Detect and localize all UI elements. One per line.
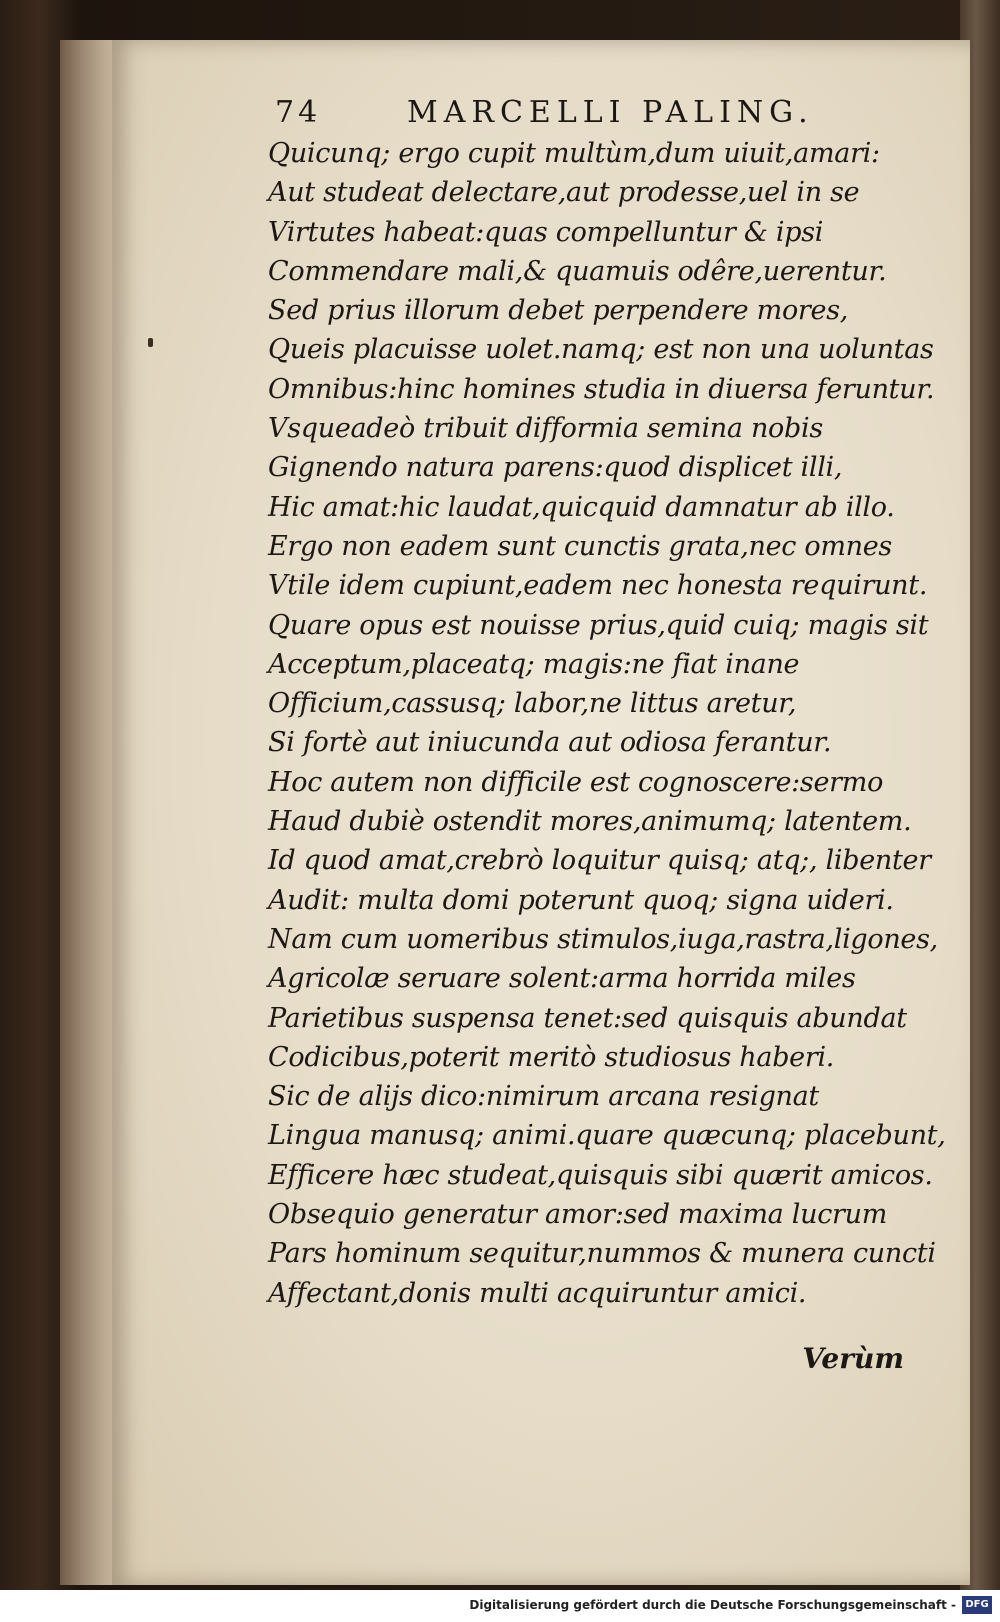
verse-line: Affectant,donis multi acquiruntur amici. — [268, 1277, 807, 1309]
verse-line: Efficere hæc studeat,quisquis sibi quærit amicos. — [268, 1159, 933, 1191]
margin-mark — [148, 338, 153, 347]
verse-line: Sic de alijs dico:nimirum arcana resignat — [268, 1081, 819, 1113]
verse-line: Lingua manusq; animi.quare quæcunq; placebunt, — [268, 1120, 946, 1152]
verse-line: Pars hominum sequitur,nummos & munera cuncti — [268, 1238, 936, 1270]
verse-line: Parietibus suspensa tenet:sed quisquis abundat — [268, 1002, 907, 1034]
verse-line: Omnibus:hinc homines studia in diuersa feruntur. — [268, 373, 935, 405]
verse-line: Aut studeat delectare,aut prodesse,uel in se — [268, 177, 860, 209]
verse-block — [268, 134, 946, 1313]
verse-line: Obsequio generatur amor:sed maxima lucrum — [268, 1199, 888, 1231]
verse-line: Hic amat:hic laudat,quicquid damnatur ab illo. — [268, 491, 895, 523]
verse-line: Officium,cassusq; labor,ne littus aretur, — [268, 688, 797, 720]
dfg-logo: DFG — [962, 1596, 992, 1614]
verse-line: Vtile idem cupiunt,eadem nec honesta requirunt. — [268, 570, 928, 602]
verse-line: Commendare mali,& quamuis odêre,uerentur. — [268, 255, 887, 287]
verse-line: Virtutes habeat:quas compelluntur & ipsi — [268, 216, 824, 248]
verse-line: Vsqueadeò tribuit difformia semina nobis — [268, 413, 823, 445]
running-title: MARCELLI PALING. — [407, 95, 814, 130]
funding-credit: Digitalisierung gefördert durch die Deutsche Forschungsgemeinschaft - — [469, 1598, 956, 1612]
verse-line: Quicunq; ergo cupit multùm,dum uiuit,amari: — [268, 138, 880, 169]
verse-line: Audit: multa domi poterunt quoq; signa uideri. — [268, 884, 894, 916]
verse-line: Sed prius illorum debet perpendere mores, — [268, 295, 849, 327]
verse-line: Ergo non eadem sunt cunctis grata,nec omnes — [268, 530, 892, 562]
digitization-footer — [0, 1590, 1000, 1622]
page-number: 74 — [275, 95, 322, 130]
verse-line: Quare opus est nouisse prius,quid cuiq; magis sit — [268, 609, 929, 641]
verse-line: Codicibus,poterit meritò studiosus haberi. — [268, 1041, 835, 1073]
verse-line: Haud dubiè ostendit mores,animumq; latentem. — [268, 806, 912, 838]
verse-line: Id quod amat,crebrò loquitur quisq; atq;, libenter — [268, 845, 931, 877]
verse-line: Si fortè aut iniucunda aut odiosa ferantur. — [268, 727, 832, 759]
verse-line: Gignendo natura parens:quod displicet illi, — [268, 452, 843, 484]
verse-line: Nam cum uomeribus stimulos,iuga,rastra,ligones, — [268, 923, 938, 955]
verse-line: Hoc autem non difficile est cognoscere:sermo — [268, 766, 884, 798]
catchword: Verùm — [802, 1342, 904, 1375]
verse-line: Agricolæ seruare solent:arma horrida miles — [268, 963, 856, 995]
verse-line: Acceptum,placeatq; magis:ne fiat inane — [268, 648, 800, 680]
verse-line: Queis placuisse uolet.namq; est non una uoluntas — [268, 334, 934, 366]
